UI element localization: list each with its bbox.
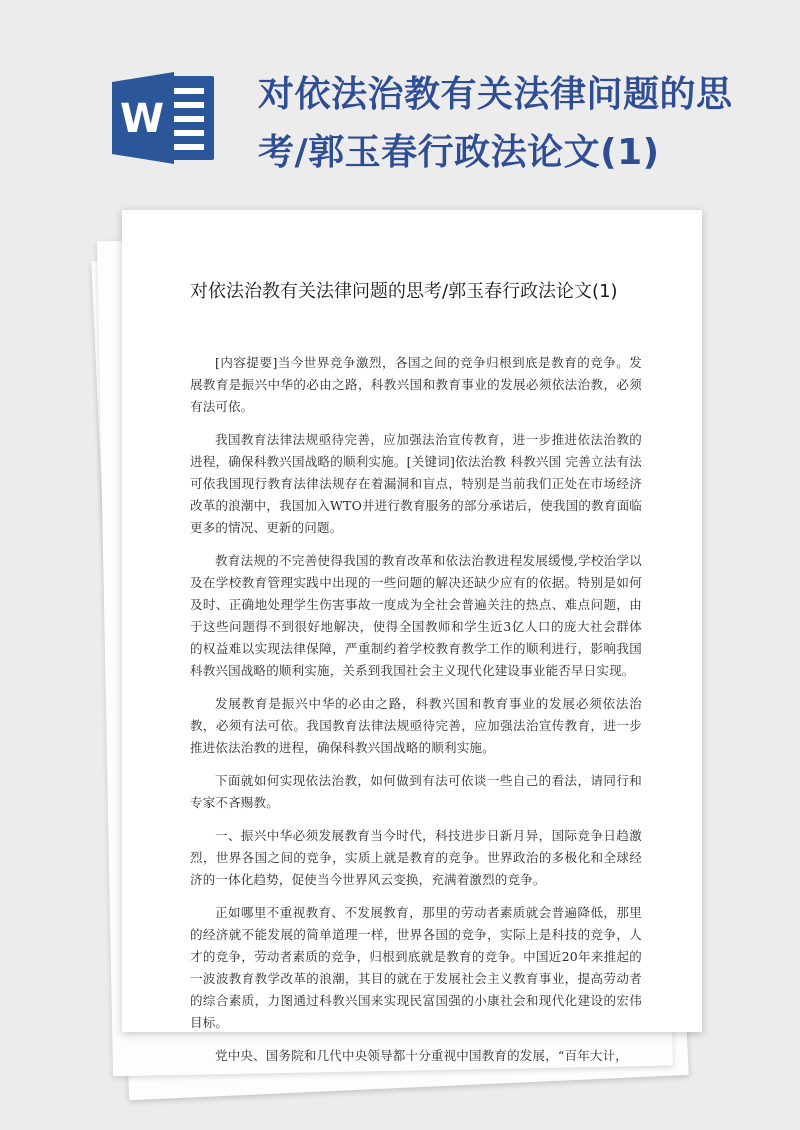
paragraph: 发展教育是振兴中华的必由之路，科教兴国和教育事业的发展必须依法治教，必须有法可依。我国教育法律法规亟待完善，应加强法治宣传教育，进一步推进依法治教的进程，确保科教兴国战略的顺利实施。 [190,696,642,755]
document-body [190,352,642,1078]
paragraph: 下面就如何实现依法治教，如何做到有法可依谈一些自己的看法，请同行和专家不吝赐教。 [190,773,642,810]
paragraph: 党中央、国务院和几代中央领导都十分重视中国教育的发展，“百年大计， [215,1048,628,1063]
paragraph: 正如哪里不重视教育、不发展教育，那里的劳动者素质就会普遍降低，那里的经济就不能发展的简单道理一样，世界各国的竞争，实际上是科技的竞争，人才的竞争，劳动者素质的竞争，归根到底就是教育的竞争。中国近20年来推起的一波波教育教学改革的浪潮，其目的就在于发展社会主义教育事业，提高劳动者的综合素质，力图通过科教兴国来实现民富国强的小康社会和现代化建设的宏伟目标。 [190,905,642,1030]
header-title: 对依法治教有关法律问题的思考/郭玉春行政法论文(1) [258,74,733,173]
word-icon-letter: W [119,96,165,142]
document-header [0,0,800,200]
paragraph: [内容提要]当今世界竞争激烈，各国之间的竞争归根到底是教育的竞争。发展教育是振兴中华的必由之路，科教兴国和教育事业的发展必须依法治教，必须有法可依。 [190,355,642,414]
paragraph: 一、振兴中华必须发展教育当今时代，科技进步日新月异，国际竞争日趋激烈，世界各国之间的竞争，实质上就是教育的竞争。世界政治的多极化和全球经济的一体化趋势，促使当今世界风云变换，充满着激烈的竞争。 [190,828,642,887]
word-document-icon [112,72,218,164]
document-title: 对依法治教有关法律问题的思考/郭玉春行政法论文(1) [190,281,618,302]
paragraph: 我国教育法律法规亟待完善，应加强法治宣传教育，进一步推进依法治教的进程，确保科教兴国战略的顺利实施。[关键词]依法治教 科教兴国 完善立法有法可依我国现行教育法律法规存在着漏洞和盲点，特别是当前我们正处在市场经济改革的浪潮中，我国加入WTO并进行教育服务的部分承诺后，使我国的教育面临更多的情况、更新的问题。 [190,432,642,535]
document-page [122,210,702,1063]
paragraph: 教育法规的不完善使得我国的教育改革和依法治教进程发展缓慢,学校治学以及在学校教育管理实践中出现的一些问题的解决还缺少应有的依据。特别是如何及时、正确地处理学生伤害事故一度成为全社会普遍关注的热点、难点问题，由于这些问题得不到很好地解决，使得全国教师和学生近3亿人口的庞大社会群体的权益难以实现法律保障，严重制约着学校教育教学工作的顺利进行，影响我国科教兴国战略的顺利实施，关系到我国社会主义现代化建设事业能否早日实现。 [190,553,642,678]
